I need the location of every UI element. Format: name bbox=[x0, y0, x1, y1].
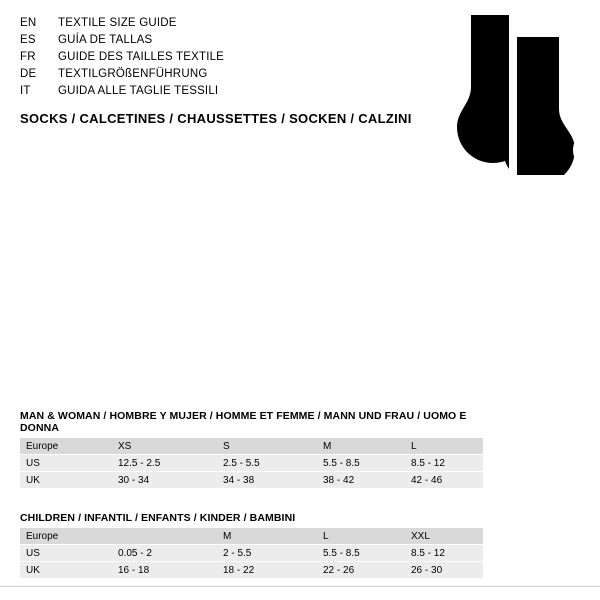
cell-value: 34 - 38 bbox=[217, 472, 317, 489]
table-row bbox=[20, 562, 483, 579]
cell-value: 22 - 26 bbox=[317, 562, 405, 579]
size-table-man-woman bbox=[20, 438, 483, 488]
cell-value: 42 - 46 bbox=[405, 472, 483, 489]
column-header: XS bbox=[112, 438, 217, 455]
table-row bbox=[20, 455, 483, 472]
cell-value: 26 - 30 bbox=[405, 562, 483, 579]
table-header-row bbox=[20, 438, 483, 455]
cell-value: 38 - 42 bbox=[317, 472, 405, 489]
size-table-children bbox=[20, 528, 483, 578]
cell-value: 5.5 - 8.5 bbox=[317, 545, 405, 562]
table-header-row bbox=[20, 528, 483, 545]
cell-value: 0.05 - 2 bbox=[112, 545, 217, 562]
sock-gap bbox=[509, 15, 517, 175]
language-label: TEXTILGRÖßENFÜHRUNG bbox=[58, 68, 208, 80]
bottom-divider bbox=[0, 586, 600, 587]
cell-value: 18 - 22 bbox=[217, 562, 317, 579]
socks-illustration bbox=[405, 15, 580, 175]
column-header: S bbox=[217, 438, 317, 455]
table-section-man-woman bbox=[20, 410, 483, 488]
column-header: L bbox=[405, 438, 483, 455]
cell-value: 16 - 18 bbox=[112, 562, 217, 579]
page-title: SOCKS / CALCETINES / CHAUSSETTES / SOCKEN / CALZINI bbox=[20, 111, 412, 126]
language-label: GUIDE DES TAILLES TEXTILE bbox=[58, 51, 225, 63]
column-header: XXL bbox=[405, 528, 483, 545]
language-code: IT bbox=[20, 85, 31, 97]
language-row bbox=[20, 17, 350, 34]
section-title: MAN & WOMAN / HOMBRE Y MUJER / HOMME ET FEMME / MANN UND FRAU / UOMO E DONNA bbox=[20, 410, 467, 434]
language-row bbox=[20, 51, 350, 68]
cell-value: 30 - 34 bbox=[112, 472, 217, 489]
row-label: UK bbox=[20, 472, 112, 489]
cell-value: 12.5 - 2.5 bbox=[112, 455, 217, 472]
language-row bbox=[20, 85, 350, 102]
row-label: US bbox=[20, 455, 112, 472]
cell-value: 2.5 - 5.5 bbox=[217, 455, 317, 472]
table-row bbox=[20, 472, 483, 489]
language-label: GUÍA DE TALLAS bbox=[58, 34, 153, 46]
cell-value: 2 - 5.5 bbox=[217, 545, 317, 562]
cell-value: 5.5 - 8.5 bbox=[317, 455, 405, 472]
section-title: CHILDREN / INFANTIL / ENFANTS / KINDER / BAMBINI bbox=[20, 512, 296, 524]
language-code: DE bbox=[20, 68, 37, 80]
language-list bbox=[20, 17, 350, 102]
row-label: US bbox=[20, 545, 112, 562]
language-code: ES bbox=[20, 34, 36, 46]
language-code: FR bbox=[20, 51, 36, 63]
language-row bbox=[20, 34, 350, 51]
language-row bbox=[20, 68, 350, 85]
column-header: L bbox=[317, 528, 405, 545]
row-label: UK bbox=[20, 562, 112, 579]
table-row bbox=[20, 545, 483, 562]
column-header: M bbox=[317, 438, 405, 455]
language-label: GUIDA ALLE TAGLIE TESSILI bbox=[58, 85, 219, 97]
language-label: TEXTILE SIZE GUIDE bbox=[58, 17, 177, 29]
cell-value: 8.5 - 12 bbox=[405, 545, 483, 562]
column-header bbox=[112, 528, 217, 545]
column-header: Europe bbox=[20, 438, 112, 455]
column-header: M bbox=[217, 528, 317, 545]
column-header: Europe bbox=[20, 528, 112, 545]
cell-value: 8.5 - 12 bbox=[405, 455, 483, 472]
table-section-children bbox=[20, 512, 483, 578]
language-code: EN bbox=[20, 17, 37, 29]
